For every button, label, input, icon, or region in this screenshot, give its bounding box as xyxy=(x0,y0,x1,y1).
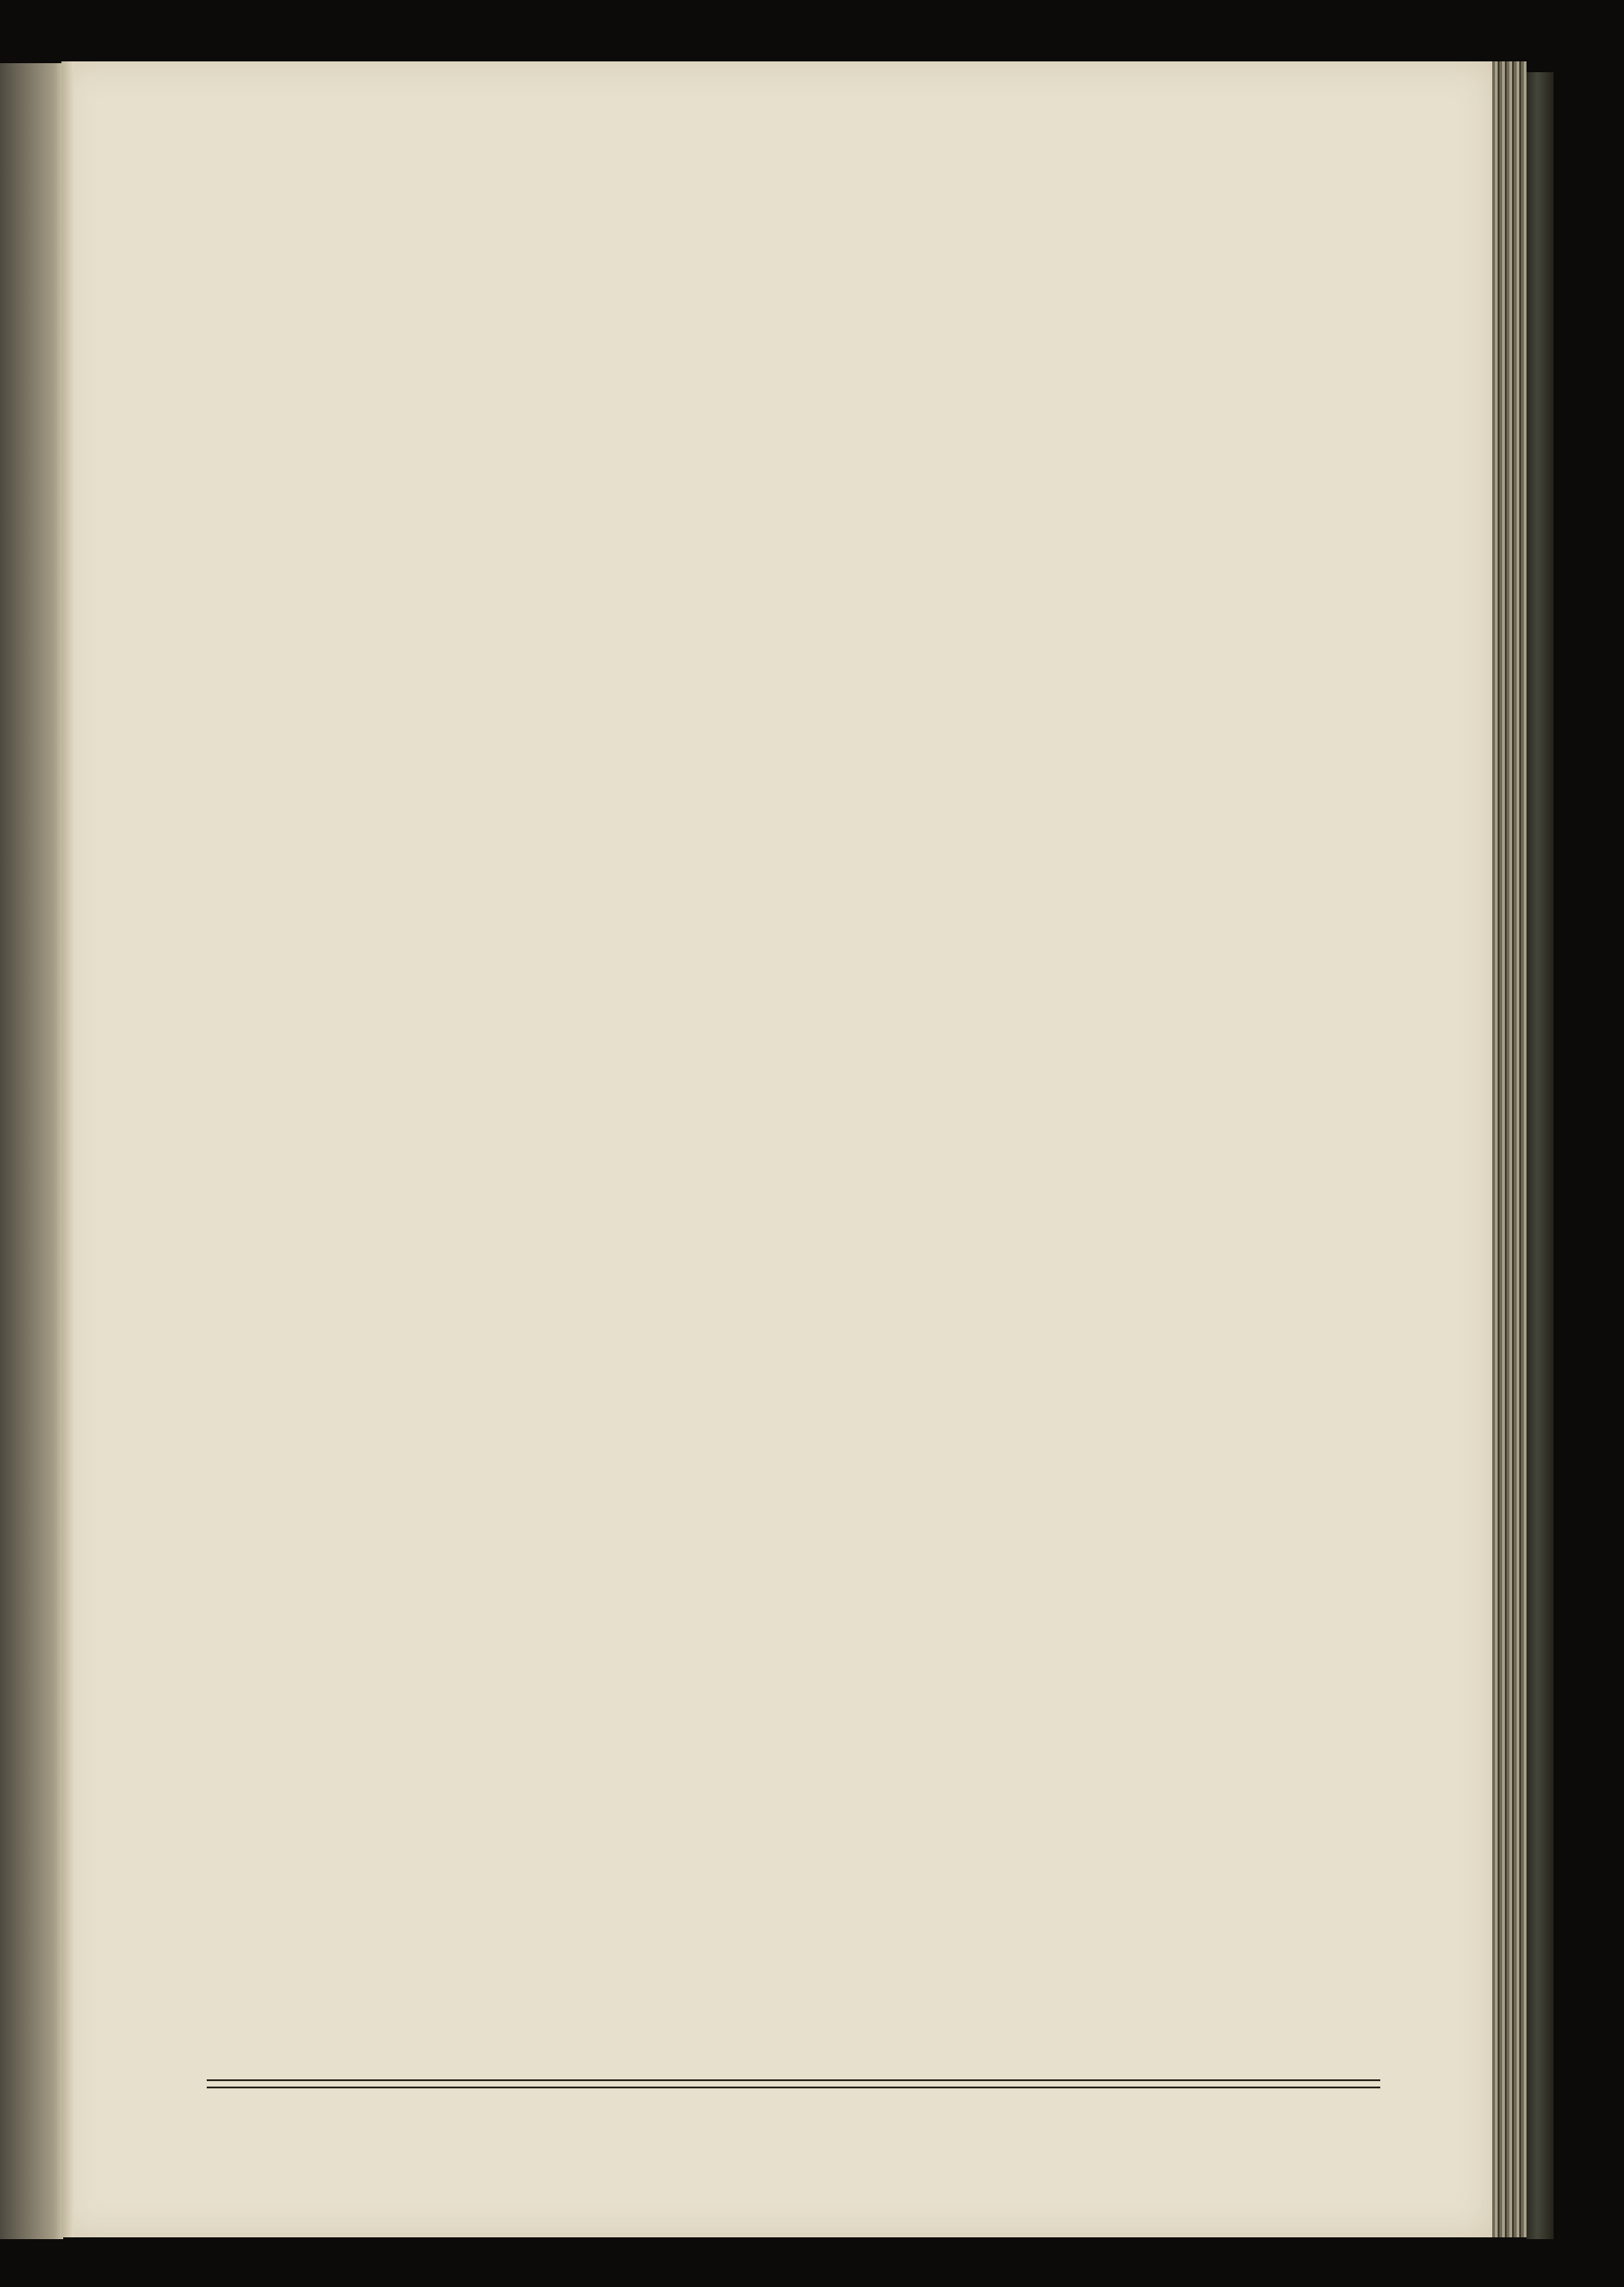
paragraph-last-line xyxy=(144,1535,1389,1576)
divider-rule xyxy=(207,2079,1380,2081)
adjacent-page-edge xyxy=(0,63,63,2239)
page-stack-edge xyxy=(1492,61,1527,2237)
page-gutter xyxy=(61,61,74,2237)
divider-rule xyxy=(207,2087,1380,2088)
book-page xyxy=(61,61,1492,2237)
book-spine xyxy=(1527,72,1554,2239)
